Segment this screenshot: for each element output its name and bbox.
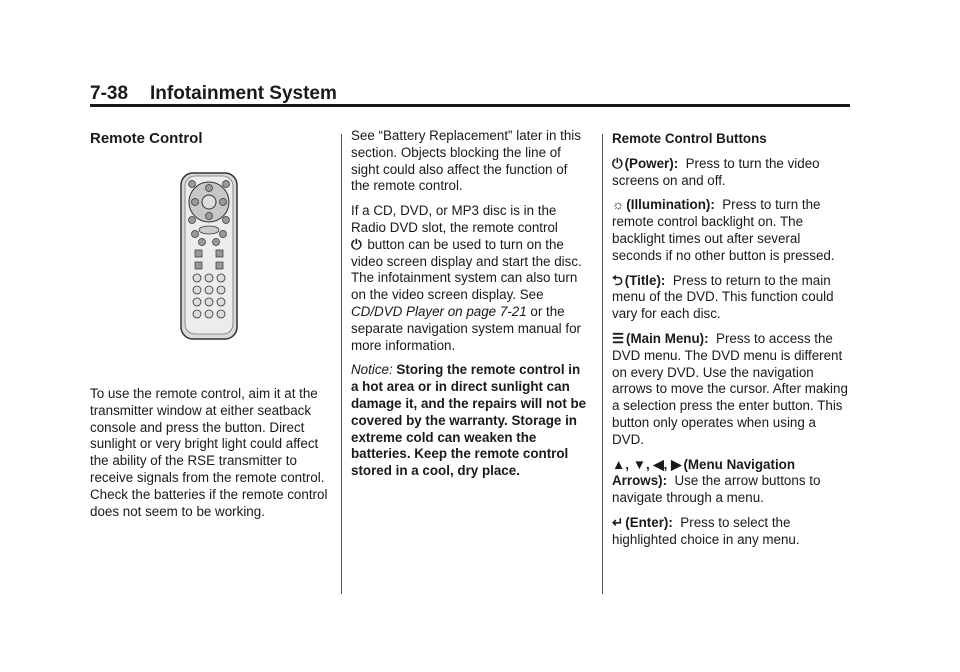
illumination-icon: ☼ bbox=[612, 197, 625, 213]
middle-column bbox=[351, 128, 589, 488]
button-desc-menu-navigation bbox=[612, 457, 850, 507]
column-divider bbox=[602, 134, 603, 594]
notice-paragraph bbox=[351, 362, 589, 480]
menu-navigation-desc: Use the arrow buttons to navigate through a menu. bbox=[612, 473, 821, 506]
remote-usage-paragraph: To use the remote control, aim it at the transmitter window at either seatback console and press the button. Direct sunlight or very bright light could affect the ability of the RSE transmitter to receive signals from the remote control. Check the batteries if the remote control does not seem to be working. bbox=[90, 386, 328, 519]
illumination-label: (Illumination): bbox=[626, 197, 715, 213]
enter-desc: Press to select the highlighted choice in any menu. bbox=[612, 514, 800, 547]
title-desc: Press to return to the main menu of the DVD. This function could vary for each disc. bbox=[612, 272, 834, 322]
page-header bbox=[90, 82, 850, 106]
cd-dvd-player-link[interactable]: CD/DVD Player on page 7-21 bbox=[351, 303, 527, 319]
button-desc-illumination bbox=[612, 197, 850, 264]
remote-control-image bbox=[178, 170, 240, 342]
power-desc: Press to turn the video screens on and off. bbox=[612, 155, 820, 188]
illumination-desc: Press to turn the remote control backlight on. The backlight times out after several seconds if no other button is pressed. bbox=[612, 197, 835, 263]
main-menu-icon: ☰ bbox=[612, 330, 625, 346]
power-icon: ⏻ bbox=[612, 155, 623, 171]
button-desc-power bbox=[612, 156, 850, 190]
title-label: (Title): bbox=[624, 272, 666, 288]
enter-label: (Enter): bbox=[625, 514, 673, 530]
enter-icon: ↵ bbox=[612, 514, 624, 530]
menu-navigation-label: (Menu Navigation Arrows): bbox=[612, 456, 796, 489]
header-rule bbox=[90, 104, 850, 107]
chapter-title: Infotainment System bbox=[150, 83, 337, 104]
button-desc-enter bbox=[612, 515, 850, 549]
buttons-subtitle: Remote Control Buttons bbox=[612, 131, 767, 146]
disc-paragraph-end: or the separate navigation system manual for more information. bbox=[351, 303, 581, 353]
left-column bbox=[90, 128, 328, 528]
main-menu-desc: Press to access the DVD menu. The DVD menu is different on every DVD. Use the navigation arrows to move the cursor. After making a selection press the enter button. This button only operates when using a DVD. bbox=[612, 330, 848, 447]
title-icon: ⮌ bbox=[612, 272, 623, 288]
power-icon: ⏻ bbox=[351, 236, 362, 252]
button-desc-title bbox=[612, 273, 850, 323]
button-desc-main-menu bbox=[612, 331, 850, 449]
disc-paragraph bbox=[351, 203, 589, 354]
notice-text: Storing the remote control in a hot area or in direct sunlight can damage it, and the repairs will not be covered by the warranty. Storage in extreme cold can weaken the batteries. Keep the remote control stored in a cool, dry place. bbox=[351, 362, 587, 479]
column-divider bbox=[341, 134, 342, 594]
disc-paragraph-start: If a CD, DVD, or MP3 disc is in the Radio DVD slot, the remote control bbox=[351, 203, 558, 235]
page-number: 7-38 bbox=[90, 83, 129, 104]
remote-control-illustration bbox=[90, 170, 328, 360]
main-menu-label: (Main Menu): bbox=[626, 330, 709, 346]
disc-paragraph-mid: button can be used to turn on the video screen display and start the disc. The infotainment system can also turn on the video screen display. See bbox=[351, 236, 582, 303]
section-title: Remote Control bbox=[90, 130, 203, 147]
power-label: (Power): bbox=[624, 155, 679, 171]
notice-label: Notice: bbox=[351, 362, 393, 378]
right-column bbox=[612, 128, 850, 557]
menu-navigation-arrows-icon: ▲, ▼, ◀, ▶ bbox=[612, 456, 682, 472]
battery-paragraph: See “Battery Replacement” later in this section. Objects blocking the line of sight could also affect the function of the remote control. bbox=[351, 128, 581, 194]
